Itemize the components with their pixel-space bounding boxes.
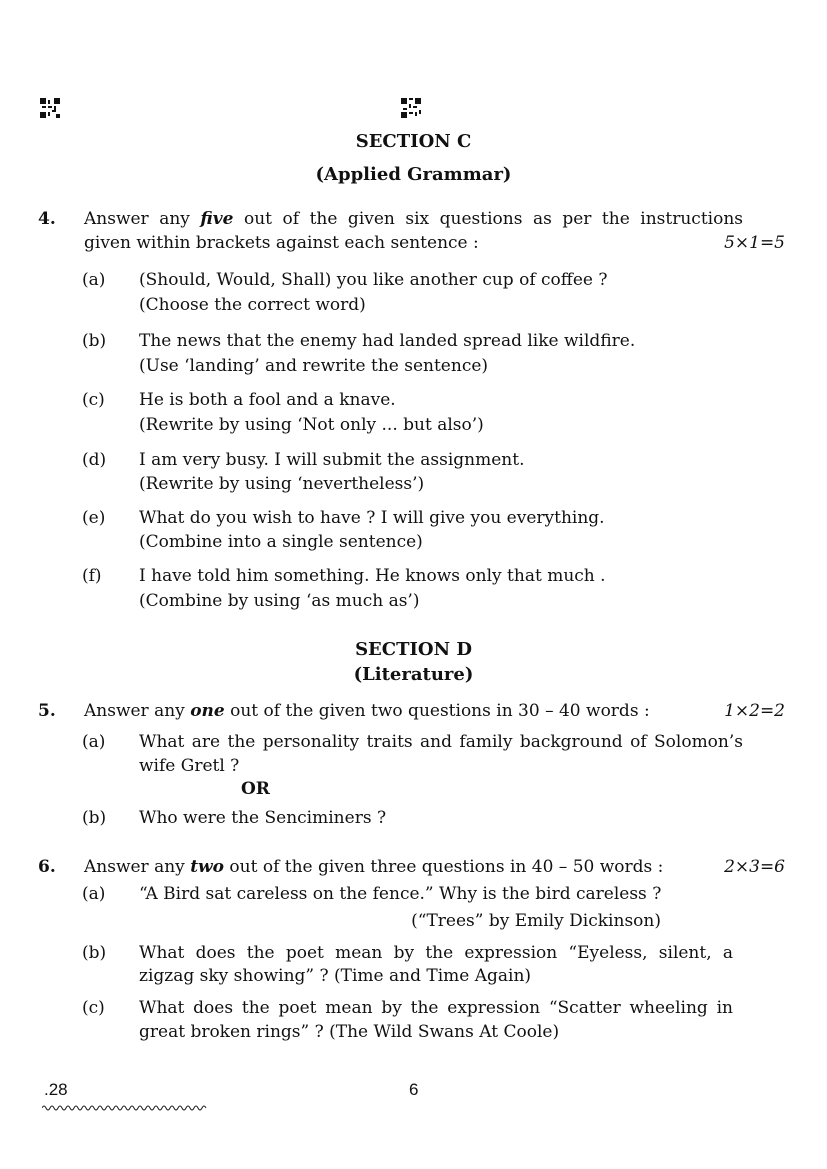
question-5-marks: 1×2=2	[724, 701, 785, 721]
q6-part-c-line2: great broken rings” ? (The Wild Swans At Coole)	[139, 1022, 560, 1042]
q6-part-c-label: (c)	[82, 998, 105, 1018]
qr-code-center	[401, 98, 421, 118]
q6-part-a-line1: “A Bird sat careless on the fence.” Why is the bird careless ?	[139, 884, 662, 904]
q4-part-d-line1: I am very busy. I will submit the assignment.	[139, 450, 525, 470]
section-d-title: SECTION D	[355, 639, 472, 660]
question-6-instruction: Answer any two out of the given three questions in 40 – 50 words :	[84, 857, 664, 877]
paper-code: .28	[44, 1080, 68, 1099]
q6-part-b-line2: zigzag sky showing” ? (Time and Time Again)	[139, 966, 532, 986]
question-5-number: 5.	[38, 701, 56, 721]
page-number: 6	[409, 1080, 419, 1099]
q4-part-c-line1: He is both a fool and a knave.	[139, 390, 396, 410]
question-4-number: 4.	[38, 209, 56, 229]
q6-part-c-line1: What does the poet mean by the expression “Scatter wheeling in	[139, 998, 733, 1018]
qr-code-left	[40, 98, 60, 118]
q4-part-f-line1: I have told him something. He knows only that much .	[139, 566, 606, 586]
section-d-subtitle: (Literature)	[353, 664, 474, 685]
q4-part-e-line2: (Combine into a single sentence)	[139, 532, 423, 552]
q6-part-b-label: (b)	[82, 943, 107, 963]
question-6-number: 6.	[38, 857, 56, 877]
q5-part-a-line2: wife Gretl ?	[139, 756, 240, 776]
q5-part-a-line1: What are the personality traits and family background of Solomon’s	[139, 732, 743, 752]
wavy-underline	[42, 1104, 208, 1112]
q4-part-b-label: (b)	[82, 331, 107, 351]
q4-part-c-line2: (Rewrite by using ‘Not only ... but also’)	[139, 415, 484, 435]
q6-part-a-line2: (“Trees” by Emily Dickinson)	[411, 911, 661, 931]
q6-part-b-line1: What does the poet mean by the expression “Eyeless, silent, a	[139, 943, 733, 963]
q4-part-a-line1: (Should, Would, Shall) you like another cup of coffee ?	[139, 270, 608, 290]
q4-part-e-line1: What do you wish to have ? I will give you everything.	[139, 508, 605, 528]
q4-part-e-label: (e)	[82, 508, 106, 528]
section-c-subtitle: (Applied Grammar)	[315, 164, 512, 185]
q4-part-a-label: (a)	[82, 270, 106, 290]
q4-part-a-line2: (Choose the correct word)	[139, 295, 366, 315]
q5-part-b-line1: Who were the Senciminers ?	[139, 808, 387, 828]
q5-or-separator: OR	[241, 779, 270, 799]
q4-part-c-label: (c)	[82, 390, 105, 410]
question-4-marks: 5×1=5	[724, 233, 785, 253]
question-4-instruction-line1: Answer any five out of the given six questions as per the instructions	[84, 209, 743, 229]
q5-part-b-label: (b)	[82, 808, 107, 828]
question-4-instruction-line2: given within brackets against each sentence :	[84, 233, 479, 253]
q4-part-f-line2: (Combine by using ‘as much as’)	[139, 591, 420, 611]
q4-part-b-line2: (Use ‘landing’ and rewrite the sentence)	[139, 356, 489, 376]
section-c-title: SECTION C	[355, 131, 472, 152]
q4-part-b-line1: The news that the enemy had landed spread like wildfire.	[139, 331, 636, 351]
q6-part-a-label: (a)	[82, 884, 106, 904]
q4-part-d-line2: (Rewrite by using ‘nevertheless’)	[139, 474, 425, 494]
question-6-marks: 2×3=6	[724, 857, 785, 877]
q4-part-d-label: (d)	[82, 450, 107, 470]
q5-part-a-label: (a)	[82, 732, 106, 752]
q4-part-f-label: (f)	[82, 566, 102, 586]
question-5-instruction: Answer any one out of the given two questions in 30 – 40 words :	[84, 701, 650, 721]
